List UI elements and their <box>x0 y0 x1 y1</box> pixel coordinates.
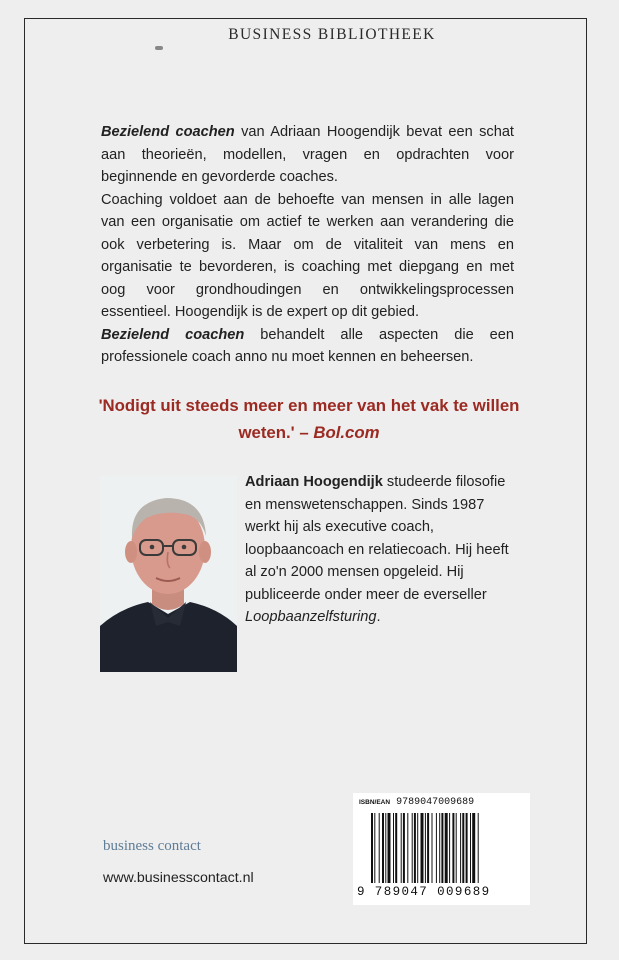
barcode-stripe <box>407 813 408 883</box>
blurb-paragraph-3 <box>101 324 514 369</box>
barcode-stripe <box>472 813 475 883</box>
barcode <box>353 793 530 905</box>
barcode-stripe <box>417 813 418 883</box>
barcode-stripe <box>403 813 405 883</box>
barcode-stripe <box>436 813 437 883</box>
barcode-stripe <box>466 813 468 883</box>
blurb-paragraph-2: Coaching voldoet aan de behoefte van mensen in alle lagen van een organisatie om actief te werken aan verandering die ook verbetering is. Maar om de vitaliteit van mens en organisatie te bevorderen, is coaching met diepgang en met oog voor grondhoudingen en ontwikkelingsprocessen essentieel. Hoogendijk is de expert op dit gebied. <box>101 191 514 320</box>
barcode-stripe <box>382 813 384 883</box>
barcode-stripe <box>456 813 457 883</box>
barcode-stripe <box>449 813 450 883</box>
blurb-text: van Adriaan Hoogendijk bevat een schat aan theorieën, modellen, vragen en opdrachten voor beginnende en gevorderde coaches. <box>101 124 514 185</box>
barcode-stripe <box>421 813 424 883</box>
author-photo <box>100 476 237 672</box>
author-bio-text: studeerde filosofie en menswetenschappen. Sinds 1987 werkt hij als executive coach, loopbaancoach en relatiecoach. Hij heeft al zo'n 2000 mensen opgeleid. Hij publiceerde onder meer de everseller <box>245 474 509 603</box>
series-title: BUSINESS BIBLIOTHEEK <box>203 22 461 48</box>
barcode-stripe <box>439 813 440 883</box>
barcode-stripe <box>388 813 391 883</box>
review-quote <box>80 392 538 446</box>
barcode-stripe <box>462 813 464 883</box>
isbn-label: ISBN/EAN <box>359 799 391 806</box>
barcode-stripe <box>393 813 394 883</box>
bio-end: . <box>376 609 381 625</box>
book-title: Bezielend coachen <box>101 124 235 140</box>
blurb-paragraph-1 <box>101 121 514 189</box>
barcode-stripe <box>460 813 461 883</box>
barcode-stripe <box>445 813 448 883</box>
barcode-stripe <box>412 813 413 883</box>
barcode-stripe <box>427 813 429 883</box>
isbn-number: 9789047009689 <box>396 797 475 808</box>
author-bio <box>245 471 520 629</box>
blurb <box>101 121 514 369</box>
barcode-stripe <box>385 813 386 883</box>
barcode-stripe <box>374 813 375 883</box>
book-title: Bezielend coachen <box>101 326 245 343</box>
other-book-title: Loopbaanzelfsturing <box>245 609 377 625</box>
barcode-stripe <box>379 813 380 883</box>
publisher-logo: business contact <box>103 838 201 854</box>
barcode-stripe <box>395 813 397 883</box>
barcode-stripe <box>425 813 426 883</box>
blurb-text: behandelt alle aspecten die een professionele coach anno nu moet kennen en beheersen. <box>101 326 514 365</box>
barcode-digits: 9 789047 009689 <box>357 885 491 899</box>
author-name: Adriaan Hoogendijk <box>245 474 383 490</box>
isbn-line <box>359 797 474 808</box>
barcode-stripe <box>432 813 433 883</box>
print-smudge <box>155 46 163 50</box>
barcode-stripe <box>414 813 416 883</box>
publisher-url[interactable]: www.businesscontact.nl <box>103 870 254 886</box>
barcode-stripe <box>470 813 471 883</box>
quote-text: 'Nodigt uit steeds meer en meer van het vak te willen weten.' – <box>98 396 520 442</box>
barcode-stripe <box>452 813 454 883</box>
quote-source: Bol.com <box>313 423 380 442</box>
barcode-stripe <box>478 813 479 883</box>
barcode-bars <box>371 813 521 883</box>
barcode-stripe <box>441 813 443 883</box>
barcode-stripe <box>401 813 402 883</box>
barcode-stripe <box>371 813 373 883</box>
